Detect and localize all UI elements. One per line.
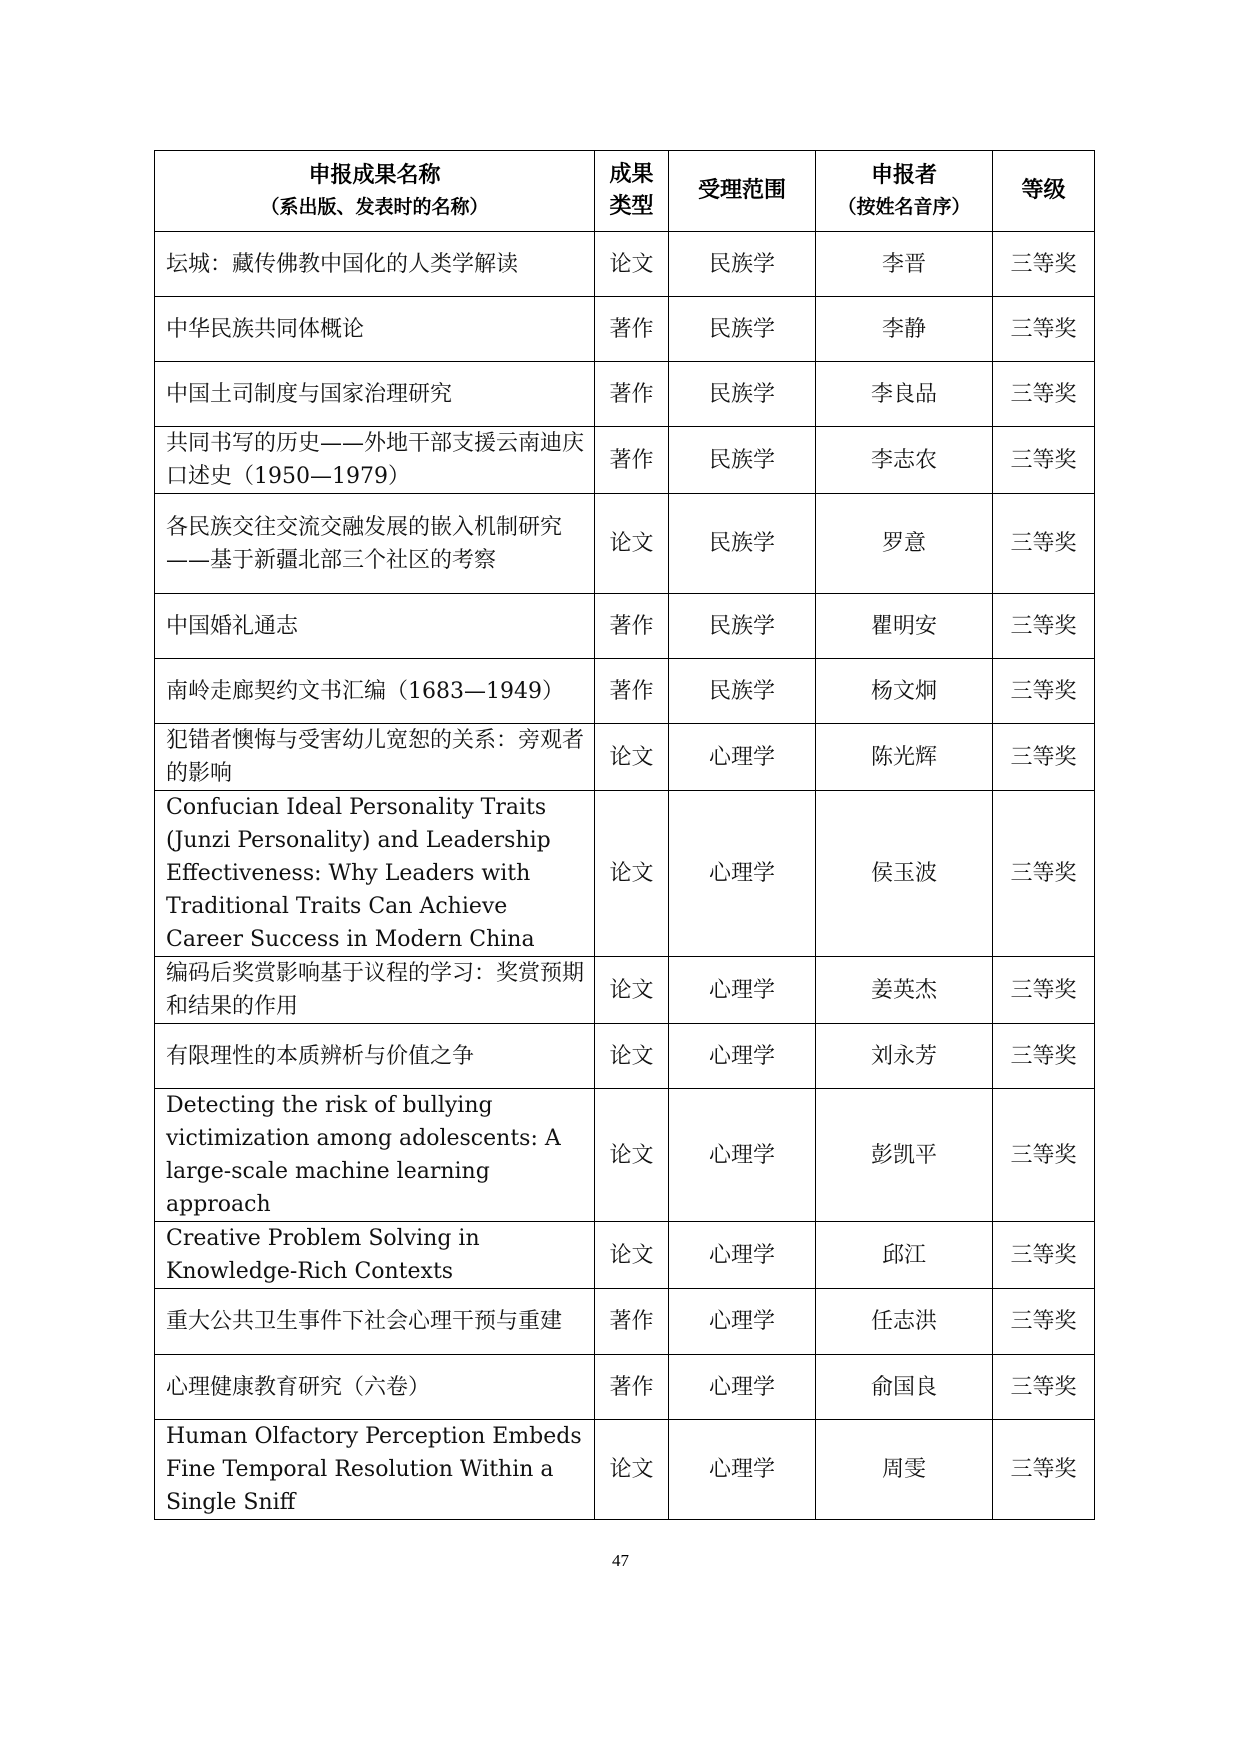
award-scope: 心理学 (669, 724, 816, 791)
table-row (155, 594, 1095, 659)
award-type: 论文 (595, 494, 669, 594)
table-row (155, 232, 1095, 297)
award-grade: 三等奖 (993, 791, 1095, 957)
award-type: 论文 (595, 1222, 669, 1289)
award-grade: 三等奖 (993, 297, 1095, 362)
award-type: 论文 (595, 724, 669, 791)
award-name: 共同书写的历史——外地干部支援云南迪庆口述史（1950—1979） (155, 427, 595, 494)
header-type-line1: 成果 (609, 162, 654, 187)
award-type: 论文 (595, 791, 669, 957)
header-name (155, 151, 595, 232)
award-name: Human Olfactory Perception Embeds Fine Temporal Resolution Within a Single Sniff (155, 1420, 595, 1520)
award-scope: 心理学 (669, 1420, 816, 1520)
award-grade: 三等奖 (993, 362, 1095, 427)
award-name: 中国婚礼通志 (155, 594, 595, 659)
award-type: 论文 (595, 957, 669, 1024)
award-grade: 三等奖 (993, 494, 1095, 594)
award-author: 任志洪 (816, 1289, 993, 1355)
award-name: 南岭走廊契约文书汇编（1683—1949） (155, 659, 595, 724)
award-grade: 三等奖 (993, 427, 1095, 494)
award-grade: 三等奖 (993, 1289, 1095, 1355)
award-author: 李志农 (816, 427, 993, 494)
award-scope: 心理学 (669, 791, 816, 957)
award-scope: 民族学 (669, 297, 816, 362)
award-author: 杨文炯 (816, 659, 993, 724)
award-scope: 民族学 (669, 362, 816, 427)
award-author: 陈光辉 (816, 724, 993, 791)
award-name: Detecting the risk of bullying victimization among adolescents: A large-scale machine learning approach (155, 1089, 595, 1222)
table-row (155, 659, 1095, 724)
award-type: 著作 (595, 1355, 669, 1420)
award-author: 刘永芳 (816, 1024, 993, 1089)
award-type: 论文 (595, 1089, 669, 1222)
award-author: 李晋 (816, 232, 993, 297)
award-scope: 民族学 (669, 232, 816, 297)
award-scope: 民族学 (669, 427, 816, 494)
award-author: 李良品 (816, 362, 993, 427)
award-scope: 心理学 (669, 1222, 816, 1289)
table-row (155, 494, 1095, 594)
award-grade: 三等奖 (993, 724, 1095, 791)
award-name: 各民族交往交流交融发展的嵌入机制研究——基于新疆北部三个社区的考察 (155, 494, 595, 594)
table-row (155, 1355, 1095, 1420)
award-type: 著作 (595, 659, 669, 724)
table-row (155, 362, 1095, 427)
award-name: 编码后奖赏影响基于议程的学习：奖赏预期和结果的作用 (155, 957, 595, 1024)
award-author: 俞国良 (816, 1355, 993, 1420)
award-name: 中国土司制度与国家治理研究 (155, 362, 595, 427)
table-row (155, 427, 1095, 494)
header-scope: 受理范围 (669, 151, 816, 232)
page-number: 47 (612, 1551, 629, 1570)
award-author: 姜英杰 (816, 957, 993, 1024)
award-author: 周雯 (816, 1420, 993, 1520)
table-row (155, 297, 1095, 362)
header-name-title: 申报成果名称 (308, 163, 441, 188)
header-grade: 等级 (993, 151, 1095, 232)
award-name: 有限理性的本质辨析与价值之争 (155, 1024, 595, 1089)
header-author-title: 申报者 (870, 163, 937, 188)
award-grade: 三等奖 (993, 1222, 1095, 1289)
header-author (816, 151, 993, 232)
award-type: 著作 (595, 594, 669, 659)
award-author: 邱江 (816, 1222, 993, 1289)
table-row (155, 1420, 1095, 1520)
award-scope: 心理学 (669, 1355, 816, 1420)
award-name: 重大公共卫生事件下社会心理干预与重建 (155, 1289, 595, 1355)
table-row (155, 1024, 1095, 1089)
award-name: 心理健康教育研究（六卷） (155, 1355, 595, 1420)
table-row (155, 957, 1095, 1024)
award-grade: 三等奖 (993, 659, 1095, 724)
award-scope: 心理学 (669, 957, 816, 1024)
table-row (155, 791, 1095, 957)
award-grade: 三等奖 (993, 594, 1095, 659)
table-row (155, 1222, 1095, 1289)
award-grade: 三等奖 (993, 232, 1095, 297)
award-type: 论文 (595, 1024, 669, 1089)
table-row (155, 1089, 1095, 1222)
award-name: 犯错者懊悔与受害幼儿宽恕的关系：旁观者的影响 (155, 724, 595, 791)
award-author: 罗意 (816, 494, 993, 594)
award-grade: 三等奖 (993, 1420, 1095, 1520)
award-type: 著作 (595, 362, 669, 427)
award-grade: 三等奖 (993, 1355, 1095, 1420)
award-author: 彭凯平 (816, 1089, 993, 1222)
award-scope: 心理学 (669, 1089, 816, 1222)
award-grade: 三等奖 (993, 1089, 1095, 1222)
award-name: 中华民族共同体概论 (155, 297, 595, 362)
award-author: 瞿明安 (816, 594, 993, 659)
award-grade: 三等奖 (993, 957, 1095, 1024)
award-type: 著作 (595, 297, 669, 362)
header-author-note: （按姓名音序） (837, 196, 971, 218)
award-scope: 心理学 (669, 1289, 816, 1355)
award-name: Confucian Ideal Personality Traits (Junzi Personality) and Leadership Effectiveness: Why Leaders with Traditional Traits Can Achieve Career Success in Modern China (155, 791, 595, 957)
award-type: 著作 (595, 1289, 669, 1355)
award-type: 著作 (595, 427, 669, 494)
award-scope: 心理学 (669, 1024, 816, 1089)
award-scope: 民族学 (669, 659, 816, 724)
table-row (155, 1289, 1095, 1355)
award-type: 论文 (595, 1420, 669, 1520)
award-scope: 民族学 (669, 494, 816, 594)
award-name: 坛城：藏传佛教中国化的人类学解读 (155, 232, 595, 297)
header-name-note: （系出版、发表时的名称） (260, 196, 489, 218)
award-author: 侯玉波 (816, 791, 993, 957)
table-row (155, 724, 1095, 791)
award-grade: 三等奖 (993, 1024, 1095, 1089)
table-body (155, 232, 1095, 1520)
header-type-line2: 类型 (609, 194, 654, 219)
award-name: Creative Problem Solving in Knowledge-Rich Contexts (155, 1222, 595, 1289)
award-author: 李静 (816, 297, 993, 362)
header-type (595, 151, 669, 232)
table-header-row (155, 151, 1095, 232)
award-type: 论文 (595, 232, 669, 297)
awards-table (154, 150, 1095, 1520)
award-scope: 民族学 (669, 594, 816, 659)
